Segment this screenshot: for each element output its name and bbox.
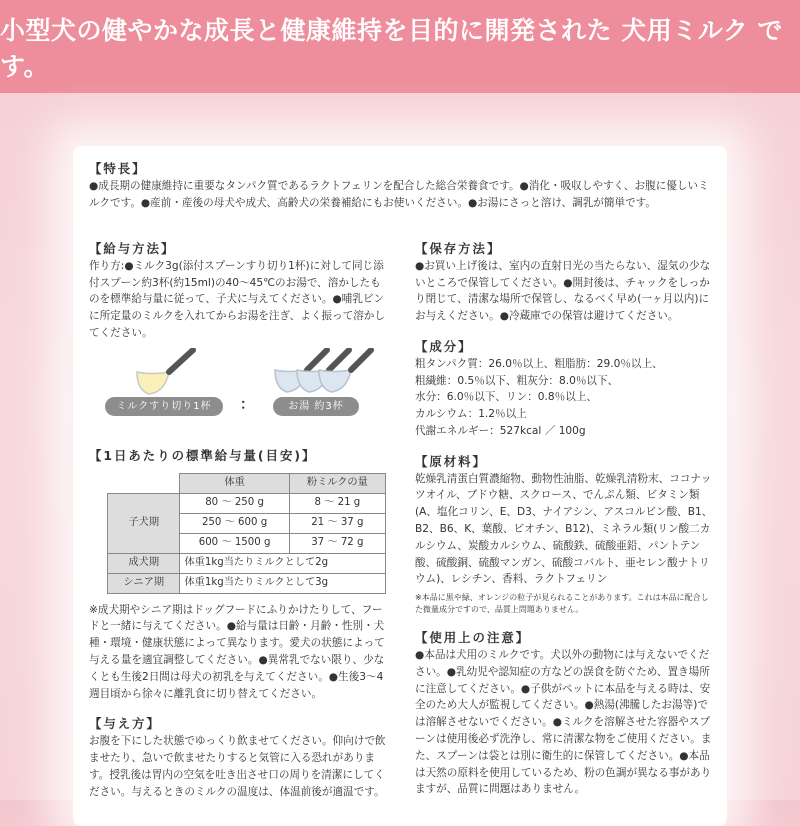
milk-cell: 8 ～ 21 g (289, 493, 385, 513)
ingredients-text: 乾燥乳清蛋白質濃縮物、動物性油脂、乾燥乳清粉末、ココナッツオイル、ブドウ糖、スクロース、でんぷん類、ビタミン類(A、塩化コリン、E、D3、ナイアシン、アスコルビン酸、B1、B2、B6、K、葉酸、ビオチン、B12)、ミネラル類(リン酸二カルシウム、炭酸カルシウム、硫酸鉄、硫酸亜鉛、パントテン酸、硫酸銅、硫酸マンガン、硫酸コバルト、亜セレン酸ナトリウム)、レシチン、香料、ラクトフェリン (415, 472, 713, 586)
ingredients-title: 【原材料】 (415, 453, 487, 469)
banner-title: 小型犬の健やかな成長と健康維持を目的に開発された 犬用ミルク です。 (0, 15, 783, 81)
weight-cell: 600 ～ 1500 g (180, 533, 289, 553)
ratio-colon: ： (240, 396, 254, 413)
precautions-text: ●本品は犬用のミルクです。犬以外の動物には与えないでください。●乳幼児や認知症の方などの誤食を防ぐため、置き場所に注意してください。●子供がペットに本品を与える時は、安全のため大人が監視してください。●熱湯(沸騰したお湯等)では溶解させないでください。●ミルクを溶解させた容器やスプーンは使用後必ず洗浄し、常に清潔な物をご使用ください。また、スプーンは袋とは別に衛生的に保管してください。●本品は天然の原料を使用しているため、粉の色調が異なる事がありますが、品質に問題はありません。 (415, 648, 712, 796)
senior-value: 体重1kg当たりミルクとして3g (180, 573, 386, 593)
right-column (415, 241, 713, 798)
puppy-label: 子犬期 (108, 493, 180, 553)
milk-spoon-label: ミルクすり切り1杯 (105, 397, 223, 416)
composition-list (415, 356, 713, 440)
table-header-row (108, 473, 386, 493)
feeding-table (107, 473, 386, 594)
table-row (108, 573, 386, 593)
storage-title: 【保存方法】 (415, 241, 502, 256)
features-section (89, 161, 713, 211)
header-milk: 粉ミルクの量 (289, 473, 385, 493)
composition-line: 粗繊維：0.5％以下、粗灰分：8.0％以下、 (415, 374, 619, 387)
composition-line: 代謝エネルギー：527kcal ／ 100g (415, 424, 586, 437)
daily-amount-note: ※成犬期やシニア期はドッグフードにふりかけたりして、フードと一緒に与えてください。●給与量は日齢・月齢・性別・犬種・環境・健康状態によって異なります。愛犬の状態によって与える量を適宜調整してください。●異常乳でない限り、少なくとも生後2日間は母犬の初乳を与えてください。●生後3～4週目頃から徐々に離乳食に切り替えてください。 (89, 603, 385, 700)
composition-line: カルシウム：1.2％以上 (415, 408, 527, 421)
feeding-method-text: 作り方:●ミルク3g(添付スプーンすり切り1杯)に対して同じ添付スプーン約3杯(約15ml)の40～45℃のお湯で、溶かしたものを標準給与量に従って、子犬に与えてください。●哺乳ビンに所定量のミルクを入れてからお湯を注ぎ、よく振って溶かしてください。 (89, 259, 385, 339)
milk-spoon-icon (137, 350, 193, 394)
composition-line: 粗タンパク質：26.0％以上、粗脂肪：29.0％以上、 (415, 357, 663, 370)
milk-cell: 21 ～ 37 g (289, 513, 385, 533)
ingredients-note: ※本品に黒や緑、オレンジの粒子が見られることがあります。これは本品に配合した微量成分ですので、品質上問題ありません。 (415, 593, 709, 615)
senior-label: シニア期 (108, 573, 180, 593)
precautions-title: 【使用上の注意】 (415, 630, 531, 646)
feeding-method-title: 【給与方法】 (89, 241, 176, 256)
how-to-feed-title: 【与え方】 (89, 716, 161, 732)
water-spoons-icon (275, 350, 371, 392)
how-to-feed-text: お腹を下にした状態でゆっくり飲ませてください。仰向けで飲ませたり、急いで飲ませたりすると気管に入る恐れがあります。授乳後は胃内の空気を吐き出させ口の周りを清潔にしてください。与えるときのミルクの温度は、体温前後が適温です。 (89, 735, 386, 798)
features-text: ●成長期の健康維持に重要なタンパク質であるラクトフェリンを配合した総合栄養食です。●消化・吸収しやすく、お腹に優しいミルクです。●産前・産後の母犬や成犬、高齢犬の栄養補給にもお使いください。●お湯にさっと溶け、調乳が簡単です。 (89, 179, 709, 209)
milk-cell: 37 ～ 72 g (289, 533, 385, 553)
water-label: お湯 約3杯 (273, 397, 359, 416)
table-corner (108, 473, 180, 493)
table-row (108, 493, 386, 513)
table-row (108, 553, 386, 573)
adult-value: 体重1kg当たりミルクとして2g (180, 553, 386, 573)
left-column (89, 241, 386, 800)
preparation-illustration (89, 348, 386, 446)
header-weight: 体重 (180, 473, 289, 493)
weight-cell: 80 ～ 250 g (180, 493, 289, 513)
adult-label: 成犬期 (108, 553, 180, 573)
storage-text: ●お買い上げ後は、室内の直射日光の当たらない、湿気の少ないところで保管してください。●開封後は、チャックをしっかり閉じて、清潔な場所で保管し、なるべく早め(一ヶ月以内)にお与えください。●冷蔵庫での保管は避けてください。 (415, 259, 711, 323)
composition-title: 【成分】 (415, 338, 473, 354)
header-banner (0, 0, 800, 93)
weight-cell: 250 ～ 600 g (180, 513, 289, 533)
composition-line: 水分：6.0％以下、リン：0.8％以上、 (415, 391, 598, 404)
features-title: 【特長】 (89, 161, 147, 176)
daily-amount-title: 【1日あたりの標準給与量(目安)】 (89, 447, 317, 463)
